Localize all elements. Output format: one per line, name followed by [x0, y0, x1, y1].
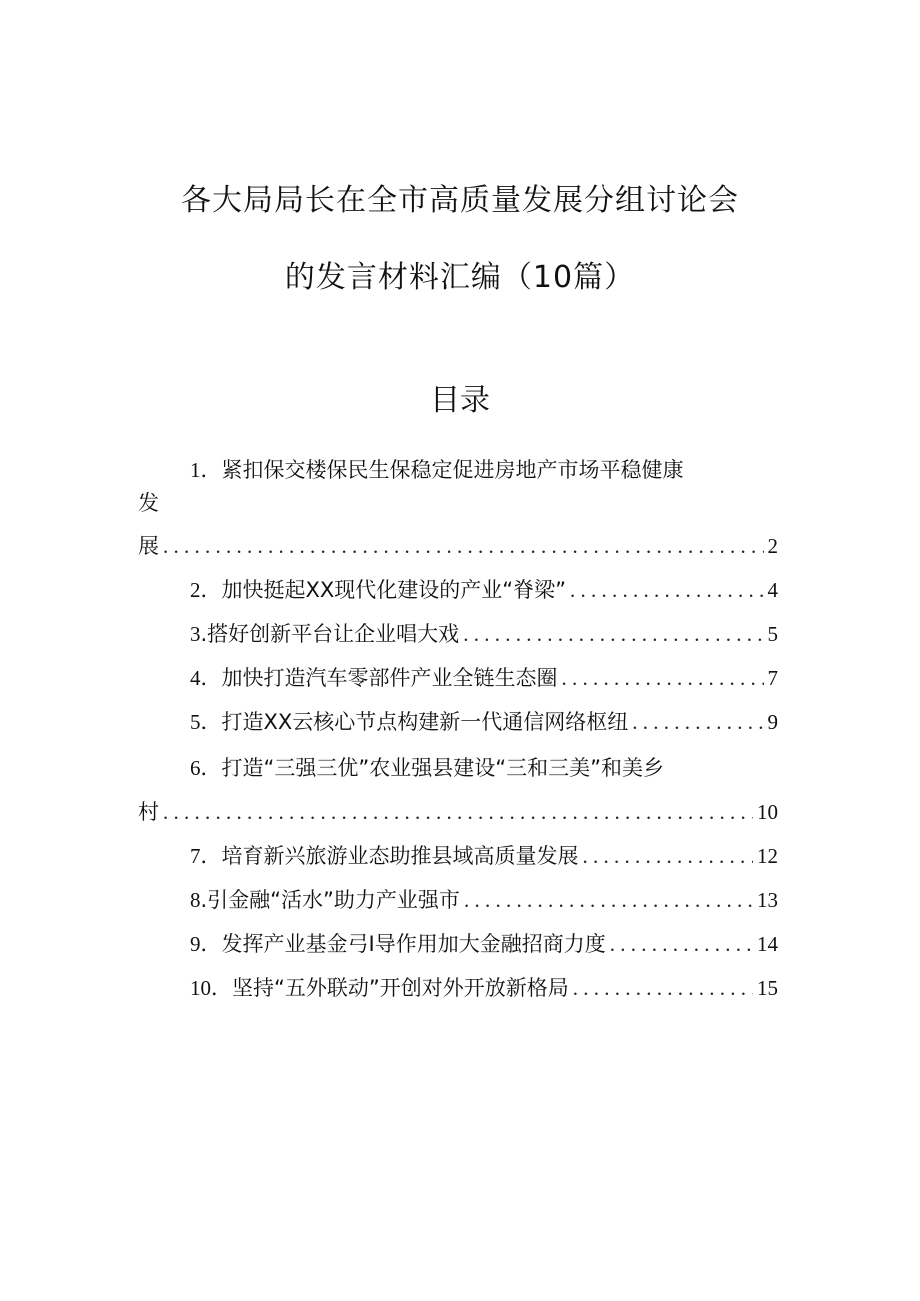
toc-entry-text: 展	[138, 534, 159, 558]
toc-entry-text: ．坚持“五外联动”开创对外开放新格局	[211, 976, 569, 1000]
leader-dots	[163, 529, 764, 563]
leader-dots	[583, 839, 754, 873]
leader-dots	[464, 883, 753, 917]
toc-heading: 目录	[430, 383, 490, 418]
toc-entry-page: 13	[757, 888, 778, 912]
toc-entry-number: 1	[190, 458, 201, 482]
toc-entry-10	[138, 971, 778, 1005]
toc-entry-text: ．培育新兴旅游业态助推县域高质量发展	[200, 844, 579, 868]
leader-dots	[573, 971, 753, 1005]
toc-entry-page: 9	[767, 710, 778, 734]
toc-entry-page: 5	[767, 622, 778, 646]
toc-entry-1-last-line	[138, 529, 778, 563]
document-title-line-2: 的发言材料汇编（10篇）	[284, 260, 636, 295]
toc-entry-text: .搭好创新平台让企业唱大戏	[200, 622, 460, 646]
toc-entry-1-continuation	[138, 486, 778, 520]
toc-entry-page: 4	[767, 578, 778, 602]
leader-dots	[463, 617, 763, 651]
toc-entry-page: 2	[767, 534, 778, 558]
toc-entry-3	[138, 617, 778, 651]
leader-dots	[610, 927, 753, 961]
toc-entry-number: 5	[190, 710, 201, 734]
toc-entry-text: ．加快打造汽车零部件产业全链生态圈	[200, 666, 558, 690]
toc-entry-2	[138, 573, 778, 607]
toc-entry-number: 10	[190, 976, 211, 1000]
toc-entry-number: 7	[190, 844, 201, 868]
toc-entry-page: 14	[757, 932, 778, 956]
toc-entry-1	[138, 453, 778, 487]
toc-entry-text: .引金融“活水”助力产业强市	[200, 888, 460, 912]
toc-entry-text: ．发挥产业基金弓I导作用加大金融招商力度	[200, 932, 606, 956]
document-title-line-1: 各大局局长在全市高质量发展分组讨论会	[181, 183, 739, 218]
toc-entry-page: 7	[767, 666, 778, 690]
toc-entry-page: 15	[757, 976, 778, 1000]
toc-entry-4	[138, 661, 778, 695]
leader-dots	[163, 795, 753, 829]
toc-entry-page: 10	[757, 800, 778, 824]
toc-entry-9	[138, 927, 778, 961]
toc-entry-8	[138, 883, 778, 917]
leader-dots	[562, 661, 764, 695]
toc-entry-number: 9	[190, 932, 201, 956]
toc-entry-5	[138, 705, 778, 739]
toc-entry-number: 6	[190, 756, 201, 780]
toc-entry-number: 3	[190, 622, 201, 646]
toc-entry-number: 8	[190, 888, 201, 912]
toc-entry-text: 发	[138, 491, 159, 515]
toc-entry-text: ．紧扣保交楼保民生保稳定促进房地产市场平稳健康	[200, 458, 684, 482]
leader-dots	[570, 573, 763, 607]
toc-entry-text: 村	[138, 800, 159, 824]
toc-entry-7	[138, 839, 778, 873]
toc-entry-text: ．打造“三强三优”农业强县建设“三和三美”和美乡	[200, 756, 665, 780]
toc-entry-number: 2	[190, 578, 201, 602]
toc-entry-number: 4	[190, 666, 201, 690]
toc-entry-6	[138, 751, 778, 785]
toc-entry-text: ．打造XX云核心节点构建新一代通信网络枢纽	[200, 710, 629, 734]
toc-entry-text: ．加快挺起XX现代化建设的产业“脊梁”	[200, 578, 567, 602]
leader-dots	[632, 705, 763, 739]
toc-entry-page: 12	[757, 844, 778, 868]
toc-entry-6-last-line	[138, 795, 778, 829]
